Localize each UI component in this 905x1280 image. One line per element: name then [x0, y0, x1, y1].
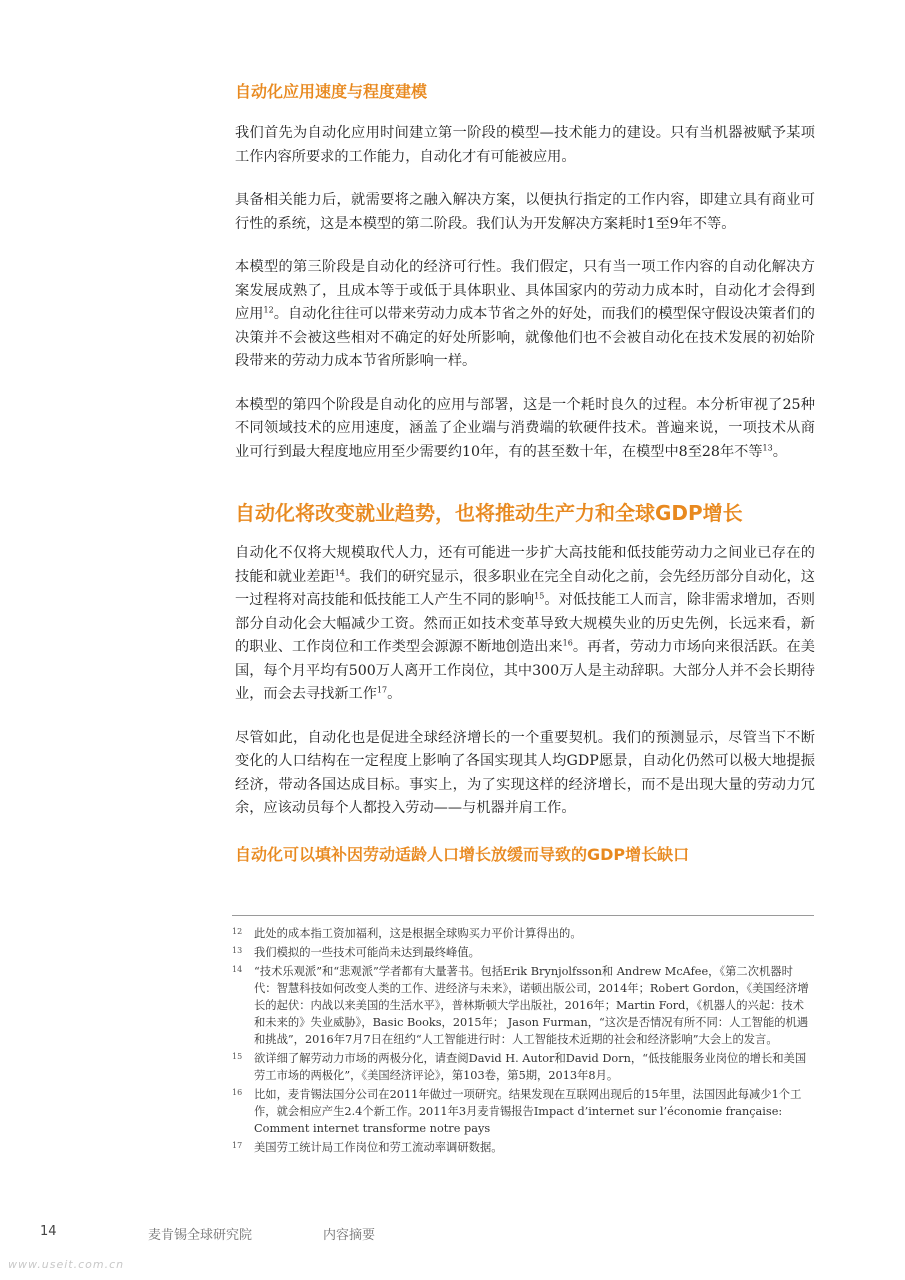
- footnote-ref[interactable]: 15: [534, 591, 545, 601]
- page-footer: [0, 1220, 905, 1250]
- footnotes: [232, 925, 814, 1158]
- paragraph-text: 。: [772, 443, 787, 460]
- footnote-ref[interactable]: 14: [334, 567, 345, 577]
- section-heading-employment: 自动化将改变就业趋势，也将推动生产力和全球GDP增长: [235, 501, 743, 525]
- paragraph-skills-gap: [235, 542, 815, 707]
- footnote-number: 12: [232, 927, 243, 936]
- footnote-divider: [232, 915, 814, 916]
- paragraph-stage-two: 具备相关能力后，就需要将之融入解决方案，以便执行指定的工作内容，即建立具有商业可行性的系统，这是本模型的第二阶段。我们认为开发解决方案耗时1至9年不等。: [235, 192, 815, 232]
- footnote-item: [232, 1139, 814, 1156]
- footer-organization: 麦肯锡全球研究院: [148, 1228, 253, 1243]
- paragraph-growth: 尽管如此，自动化也是促进全球经济增长的一个重要契机。我们的预测显示，尽管当下不断变化的人口结构在一定程度上影响了各国实现其人均GDP愿景，自动化仍然可以极大地提振经济，带动各国达成目标。事实上，为了实现这样的经济增长，而不是出现大量的劳动力冗余，应该动员每个人都投入劳动——与机器并肩工作。: [235, 729, 815, 816]
- section-heading-gdp-gap: 自动化可以填补因劳动适龄人口增长放缓而导致的GDP增长缺口: [235, 844, 690, 864]
- paragraph-text: 本模型的第三阶段是自动化的经济可行性。我们假定，只有当一项工作内容的自动化解决方案发展成熟了，且成本等于或低于具体职业、具体国家内的劳动力成本时，自动化才会得到应用: [235, 259, 815, 322]
- section-heading-modeling: 自动化应用速度与程度建模: [235, 82, 428, 101]
- footer-section: 内容摘要: [323, 1228, 376, 1243]
- paragraph-text: 。自动化往往可以带来劳动力成本节省之外的好处，而我们的模型保守假设决策者们的决策并不会被这些相对不确定的好处所影响，就像他们也不会被自动化在技术发展的初始阶段带来的劳动力成本节省所影响一样。: [235, 306, 815, 369]
- footnote-item: [232, 963, 814, 1048]
- footnote-item: [232, 1086, 814, 1137]
- footnote-text: 此处的成本指工资加福利，这是根据全球购买力平价计算得出的。: [254, 927, 582, 940]
- footnote-text: 欲详细了解劳动力市场的两极分化，请查阅David H. Autor和David Dorn，“低技能服务业岗位的增长和美国劳工市场的两极化”，《美国经济评论》，第103卷，第5期，2013年8月。: [254, 1052, 807, 1082]
- paragraph-text: 。: [387, 686, 402, 702]
- footnote-ref[interactable]: 17: [376, 685, 388, 695]
- footnote-number: 16: [232, 1088, 243, 1097]
- paragraph-text: 本模型的第四个阶段是自动化的应用与部署，这是一个耗时良久的过程。本分析审视了25种不同领域技术的应用速度，涵盖了企业端与消费端的软硬件技术。普遍来说，一项技术从商业可行到最大程度地应用至少需要约10年，有的甚至数十年，在模型中8至28年不等: [235, 396, 815, 460]
- footnote-number: 17: [232, 1141, 243, 1150]
- paragraph-stage-four: [235, 394, 815, 465]
- footnote-number: 14: [232, 965, 243, 974]
- footnote-text: 我们模拟的一些技术可能尚未达到最终峰值。: [254, 946, 480, 959]
- paragraph-text: 自动化不仅将大规模取代人力，还有可能进一步扩大高技能和低技能劳动力之间业已存在的技能和就业差距: [235, 545, 815, 585]
- footnote-text: 美国劳工统计局工作岗位和劳工流动率调研数据。: [254, 1141, 503, 1154]
- watermark: www.useit.com.cn: [8, 1258, 125, 1271]
- paragraph-stage-one: 我们首先为自动化应用时间建立第一阶段的模型—技术能力的建设。只有当机器被赋予某项工作内容所要求的工作能力，自动化才有可能被应用。: [235, 125, 815, 165]
- footnote-ref[interactable]: 13: [762, 442, 773, 452]
- footnote-number: 15: [232, 1052, 243, 1061]
- footnote-text: “技术乐观派”和“悲观派”学者都有大量著书。包括Erik Brynjolfsson和 Andrew McAfee，《第二次机器时代：智慧科技如何改变人类的工作、进经济与未来》，诺顿出版公司，2014年；Robert Gordon，《美国经济增长的起伏：内战以来美国的生活水平》，普林斯顿大学出版社，2016年；Martin Ford，《机器人的兴起：技术和未来的》失业威胁》，Basic Books，2015年； Jason Furman，“这次是否情况有所不同：人工智能的机遇和挑战”，2016年7月7日在纽约“人工智能进行时：人工智能技术近期的社会和经济影响”大会上的发言。: [254, 965, 809, 1046]
- page-number: 14: [40, 1224, 57, 1239]
- paragraph-text: 。我们的研究显示，很多职业在完全自动化之前，会先经历部分自动化，这一过程将对高技能和低技能工人产生不同的影响: [235, 568, 815, 608]
- footnote-ref[interactable]: 12: [263, 305, 274, 315]
- footnote-item: [232, 944, 814, 961]
- footnote-number: 13: [232, 946, 243, 955]
- paragraph-text: 。对低技能工人而言，除非需求增加，否则部分自动化会大幅减少工资。然而正如技术变革导致大规模失业的历史先例，长远来看，新的职业、工作岗位和工作类型会源源不断地创造出来: [235, 592, 815, 655]
- main-content: [235, 80, 815, 885]
- paragraph-text: 。再者，劳动力市场向来很活跃。在美国，每个月平均有500万人离开工作岗位，其中300万人是主动辞职。大部分人并不会长期待业，而会去寻找新工作: [235, 639, 815, 702]
- paragraph-stage-three: [235, 256, 815, 374]
- footnote-item: [232, 925, 814, 942]
- footnote-item: [232, 1050, 814, 1084]
- footnote-text: 比如，麦肯锡法国分公司在2011年做过一项研究。结果发现在互联网出现后的15年里，法国因此每减少1个工作，就会相应产生2.4个新工作。2011年3月麦肯锡报告Impact d’internet sur l’économie française: Comment internet transforme notre pays: [254, 1088, 802, 1135]
- footnote-ref[interactable]: 16: [562, 638, 573, 648]
